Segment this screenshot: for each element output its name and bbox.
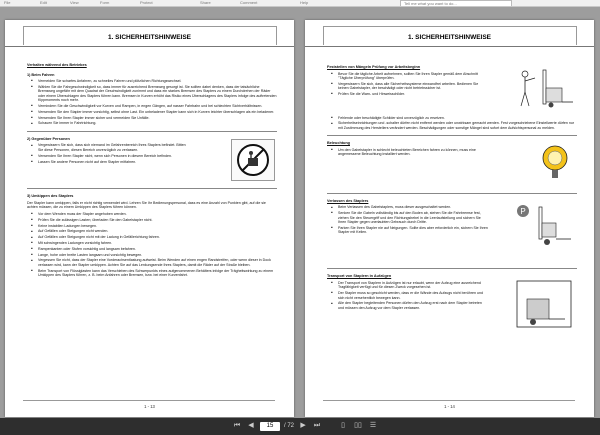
list-item: ■ Vergewissern Sie sich, dass alle Sicherheitssysteme einwandfrei arbeiten. Bedienen Sie keinen Gabelstapler, der beschädigt oder nicht betriebssicher ist.: [338, 82, 488, 91]
two-page-icon[interactable]: ▯▯: [354, 422, 362, 429]
list-item: ■ Vermindern Sie die Geschwindigkeit vor Kurven und Rampen, in engen Gängen, auf nasser Fahrbahn und bei schlechten Sichtverhältnissen.: [38, 104, 277, 109]
bullet-list: [327, 281, 488, 311]
bullet-list: [327, 205, 488, 235]
list-item: ■ Schauen Sie immer in Fahrtrichtung.: [38, 121, 277, 126]
list-item: ■ Der Transport von Staplern in Aufzügen ist nur erlaubt, wenn der Aufzug eine ausreichend Tragfähigkeit verfügt und für diesen Zweck vorgesehen ist.: [338, 281, 488, 290]
first-page-icon[interactable]: ⏮: [233, 422, 241, 429]
bullet-list: [327, 116, 577, 131]
divider: [327, 268, 577, 269]
list-item: ■ Bevor Sie die tägliche Arbeit aufnehmen, sollten Sie Ihren Stapler gemäß dem Abschnitt "Tägliche Überprüfung" überprüfen.: [338, 72, 488, 81]
next-page-icon[interactable]: ▶: [300, 422, 306, 429]
page-content: [27, 58, 277, 279]
list-item: ■ Lassen Sie andere Personen nicht auf dem Stapler mitfahren.: [38, 160, 188, 165]
parked-stapler-illustration: [513, 201, 575, 251]
bullet-list: [327, 72, 488, 97]
section-heading: Transport von Staplern in Aufzügen: [327, 274, 392, 279]
scroll-icon[interactable]: ☰: [369, 422, 377, 429]
menu-comment[interactable]: Comment: [240, 0, 258, 5]
list-item: ■ Vergewissern Sie sich, dass sich niemand im Gefahrenbereich Ihres Staplers befindet. Bitten Sie diese Personen, diesen Bereich unverzüglich zu verlassen.: [38, 143, 188, 152]
bullet-list: [27, 79, 277, 126]
page-number: 1 - 13: [144, 404, 155, 409]
page-number-input[interactable]: 15: [260, 422, 280, 431]
list-item: ■ Mit schwingenden Ladungen vorsichtig fahren.: [38, 241, 277, 246]
menu-form[interactable]: Form: [100, 0, 110, 5]
list-item: ■ Sicherheitseinrichtungen und -schalter dürfen nicht entfernt werden oder unwirksam gemacht werden. Fest vorgeschriebene Einstellwerte dürfen nur mit Zustimmung des Herstellers verändert werden. Beschädigungen oder sonstige Mängel sind sofort dem Aufsichtspersonal zu melden.: [338, 121, 577, 130]
status-bar: [0, 418, 600, 435]
list-item: ■ Lange, hohe oder breite Lasten langsam und vorsichtig bewegen.: [38, 253, 277, 258]
prev-page-icon[interactable]: ◀: [248, 422, 254, 429]
footer-divider: [323, 400, 575, 401]
menu-protect[interactable]: Protect: [140, 0, 153, 5]
list-item: ■ Um den Gabelstapler in schlecht beleuchteten Bereichen fahren zu können, muss eine angemessene Beleuchtung installiert werden.: [338, 148, 488, 157]
last-page-icon[interactable]: ⏭: [313, 422, 321, 429]
inspection-illustration: [513, 66, 575, 110]
page-title: 1. SICHERHEITSHINWEISE: [305, 24, 594, 47]
search-box[interactable]: [400, 0, 512, 7]
list-item: ■ Auf Gefällen oder Steigungen nicht wenden.: [38, 229, 277, 234]
divider: [327, 135, 577, 136]
menu-edit[interactable]: Edit: [40, 0, 47, 5]
divider: [27, 131, 277, 132]
list-item: ■ Fehlende oder beschädigte Schilder sind unverzüglich zu ersetzen.: [338, 116, 577, 121]
section-heading: Verlassen des Staplers: [327, 198, 369, 203]
section-heading: Feststellen von Mängeln Prüfung vor Arbeitsbeginn: [327, 65, 421, 69]
section-heading: 1) Beim Fahren: [27, 72, 55, 77]
document-viewer[interactable]: [0, 7, 600, 417]
list-item: ■ Alle den Stapler begleitenden Personen dürfen den Aufzug erst nach dem Stapler betreten und müssen den Aufzug vor dem Stapler verlassen.: [338, 301, 488, 310]
page-content: [327, 60, 577, 341]
section-with-image: [27, 143, 277, 183]
list-item: ■ Beim Transport von Flüssiglasten kann das Verschieben des Schwerpunkts eines aufgenommenen Behälters infolge der Trägheitswirkung zu einem Umkippen des Staplers führen, z. B. beim Anfahren oder Bremsen, bzw. bei einer Kurvenfahrt.: [38, 269, 277, 278]
list-item: ■ Rampenkanten oder Stufen vorsichtig und langsam befahren.: [38, 247, 277, 252]
list-item: ■ Verwenden Sie den Stapler immer vorsichtig, selbst ohne Last. Ein unbeladener Stapler kann sich in Kurven leichter überschlagen als ein beladener.: [38, 110, 277, 115]
list-item: ■ Der Stapler muss so geschicht werden, dass er die Wände des Aufzugs nicht berühren und sich nicht versehentlich bewegen kann.: [338, 291, 488, 300]
list-item: ■ Beim Verlassen des Gabelstaplers, muss dieser ausgeschaltet werden.: [338, 205, 488, 210]
total-pages: / 72: [284, 423, 295, 429]
divider: [27, 188, 277, 189]
divider: [327, 193, 577, 194]
list-item: ■ Prüfen Sie die Warn- und Hinweisschilder.: [338, 92, 488, 97]
menu-share[interactable]: Share: [200, 0, 211, 5]
list-item: ■ Senken Sie die Gabeln vollständig bis auf den Boden ab, stehen Sie die Fahrbremse fest, ziehen Sie den Steuergriff und den Richtungshebel in die Leerlaufstellung und sichern Sie Ihren Stapler gegen unerlaubten Gebrauch durch Dritte.: [338, 211, 488, 225]
section-heading: 2) Gegenüber Personen: [27, 136, 70, 141]
list-item: ■ Vor dem Wenden muss der Stapler angehoben werden.: [38, 212, 277, 217]
single-page-icon[interactable]: ▯: [341, 422, 345, 429]
document-page-right: [305, 20, 594, 417]
no-passengers-sign-illustration: [231, 139, 275, 181]
document-page-left: [5, 20, 294, 417]
bullet-list: [27, 212, 277, 278]
view-controls: [338, 421, 378, 431]
page-number: 1 - 14: [444, 404, 455, 409]
bullet-list: [327, 148, 488, 157]
list-item: ■ Keine instabilen Ladungen bewegen.: [38, 224, 277, 229]
section-heading: Verhalten während des Betriebes: [27, 63, 87, 67]
section-with-image: [327, 281, 577, 341]
menu-view[interactable]: View: [70, 0, 79, 5]
list-item: ■ Vergessen Sie nicht, dass der Stapler eine Vorderachsentlastung aufweist. Beim Wenden auf einen engen Randstreifen, oder wenn dieser in Dock verlassen wird, kann der Stapler umkippen. Achten Sie auf das Lenkungsende Ihres Staplers, damit die Räder auf der Straße bleiben.: [38, 258, 277, 267]
menu-help[interactable]: Help: [300, 0, 309, 5]
list-item: ■ Verwenden Sie Ihren Stapler nicht, wenn sich Personen in diesem Bereich befinden.: [38, 154, 188, 159]
page-title: 1. SICHERHEITSHINWEISE: [5, 24, 294, 47]
footer-divider: [23, 400, 275, 401]
list-item: ■ Vermeiden Sie scharfes Anfahren, zu schnelles Fahren und plötzlichen Richtungswechsel.: [38, 79, 277, 84]
paragraph: Der Stapler kann umkippen, falls er nicht richtig verwendet wird. Lehren Sie Ihr Bedienungspersonal, dass es eine Anzahl von Punkten gibt, auf die sie achten müssen, die zu einem Umkippen des Staplers führen können.: [27, 200, 266, 210]
section-with-image: [327, 148, 577, 188]
search-placeholder: Tell me what you want to do...: [404, 1, 457, 6]
list-item: ■ Prüfen Sie die zulässigen Lasten; überladen Sie den Gabelstapler nicht.: [38, 218, 277, 223]
list-item: ■ Verwenden Sie Ihren Stapler immer sicher und vermeiden Sie Unfälle.: [38, 116, 277, 121]
elevator-illustration: [513, 279, 575, 331]
list-item: ■ Wählen Sie die Fahrgeschwindigkeit so, dass immer für ausreichend Bremsweg gesorgt ist. Sie sollten dabei denken, dass der tatsächliche Bremsweg ungefähr mit dem Quadrat der Geschwindigkeit zunimmt und dass ein starkes Bremsen des Staplers zu einem Durchdrehen der Räder oder einem Überschlagen des Staplers führen kann. Bremsen in Kurven erhöht das Risiko eines Überschlagens des Staplers infolge des auftretenden Kippmoments noch mehr.: [38, 85, 277, 103]
bullet-list: [27, 143, 188, 164]
list-item: ■ Parken Sie Ihren Stapler nie auf Neigungen. Sollte dies aber erforderlich ein, sichern Sie Ihren Stapler mit Keilen.: [338, 226, 488, 235]
menu-file[interactable]: File: [4, 0, 11, 5]
page-navigator: [232, 421, 322, 431]
section-heading: 3) Umkippen des Staplers: [27, 194, 74, 199]
svg-text:P: P: [520, 207, 526, 217]
menu-bar: [0, 0, 600, 7]
section-heading: Beleuchtung: [327, 141, 350, 146]
list-item: ■ Auf Gefällen oder Steigungen nicht mit der Ladung in Gefällerichtung fahren.: [38, 235, 277, 240]
section-with-image: [327, 72, 577, 116]
lamp-illustration: [535, 140, 575, 182]
section-with-image: [327, 205, 577, 263]
